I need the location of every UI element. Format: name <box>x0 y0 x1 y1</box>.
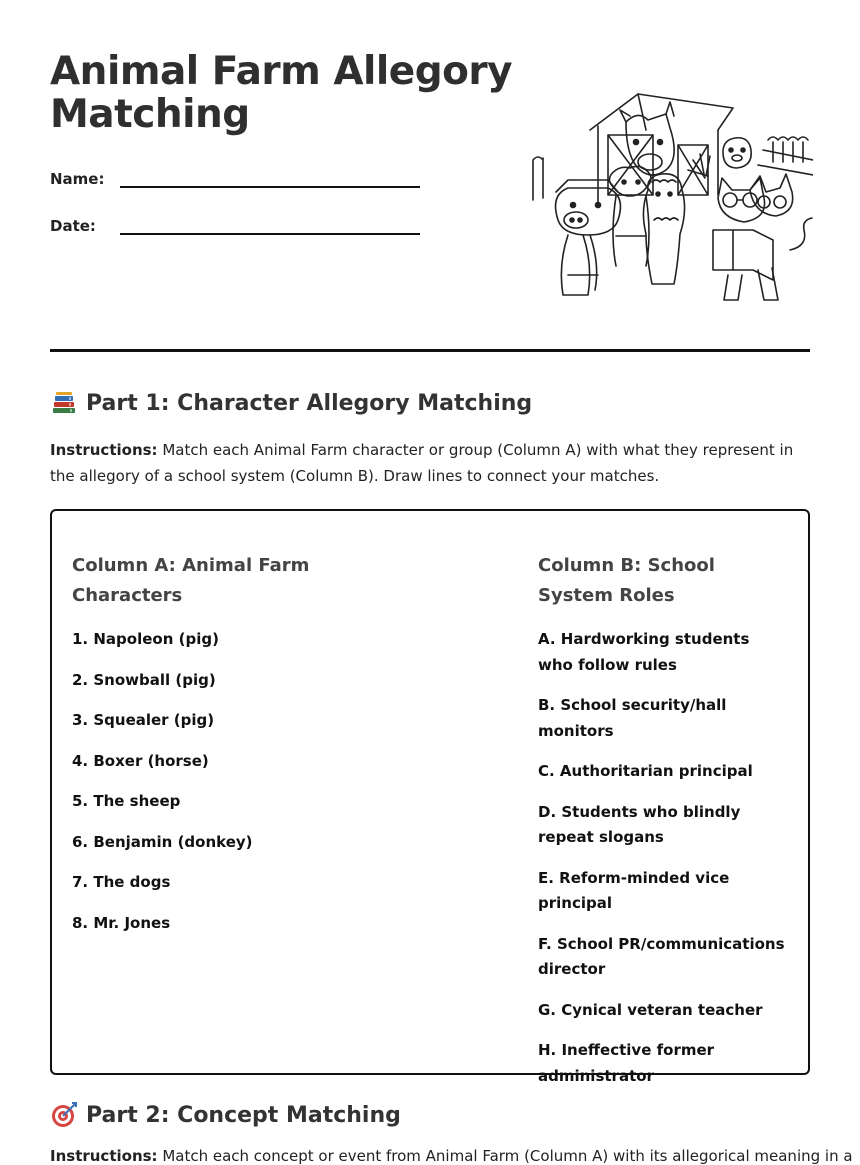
column-a-heading: Column A: Animal Farm Characters <box>72 555 310 606</box>
part2-instructions-text: Match each concept or event from Animal Farm (Column A) with its allegorical meaning in a <box>157 1147 853 1165</box>
header <box>50 50 810 340</box>
column-b-item: D. Students who blindly repeat slogans <box>538 802 741 846</box>
part1-instructions-label: Instructions: <box>50 441 158 459</box>
column-b-item: E. Reform-minded vice principal <box>538 868 730 912</box>
part1-instructions-text: Match each Animal Farm character or group (Column A) with what they represent in the allegory of a school system (Column B). Draw lines to connect your matches. <box>50 441 794 485</box>
column-b-item: C. Authoritarian principal <box>538 762 753 780</box>
part2-title <box>50 1101 401 1129</box>
column-b-item: A. Hardworking students who follow rules <box>538 630 750 674</box>
column-b-item: G. Cynical veteran teacher <box>538 1000 763 1019</box>
farm-animals-illustration <box>528 90 813 310</box>
column-b-item: H. Ineffective former administrator <box>538 1041 715 1085</box>
part2-title-text: Part 2: Concept Matching <box>86 1102 401 1128</box>
column-a-item: 2. Snowball (pig) <box>72 670 216 689</box>
name-line[interactable] <box>120 166 420 188</box>
books-icon <box>50 389 78 417</box>
date-line[interactable] <box>120 213 420 235</box>
part2-instructions-label: Instructions: <box>50 1147 158 1165</box>
column-a-item: 4. Boxer (horse) <box>72 751 209 770</box>
column-a-item: 5. The sheep <box>72 792 181 810</box>
name-label: Name: <box>50 170 105 188</box>
part1-title-text: Part 1: Character Allegory Matching <box>86 390 533 416</box>
column-b-item: F. School PR/communications director <box>538 934 785 978</box>
column-b <box>538 551 788 1104</box>
matching-box <box>50 509 810 1085</box>
part1-instructions <box>50 437 810 489</box>
target-icon <box>50 1101 78 1129</box>
column-a <box>72 551 332 951</box>
column-a-item: 8. Mr. Jones <box>72 913 171 932</box>
column-b-item: B. School security/hall monitors <box>538 696 727 740</box>
column-a-item: 3. Squealer (pig) <box>72 711 215 729</box>
date-label: Date: <box>50 217 96 235</box>
page-title: Animal Farm Allegory Matching <box>50 49 513 137</box>
part1-title <box>50 389 532 417</box>
date-field <box>50 213 420 235</box>
header-divider <box>50 349 810 352</box>
name-field <box>50 166 420 188</box>
column-a-item: 1. Napoleon (pig) <box>72 630 219 648</box>
part2-instructions <box>50 1147 853 1165</box>
column-a-item: 6. Benjamin (donkey) <box>72 832 253 851</box>
column-b-heading: Column B: School System Roles <box>538 555 715 606</box>
column-a-item: 7. The dogs <box>72 873 171 891</box>
